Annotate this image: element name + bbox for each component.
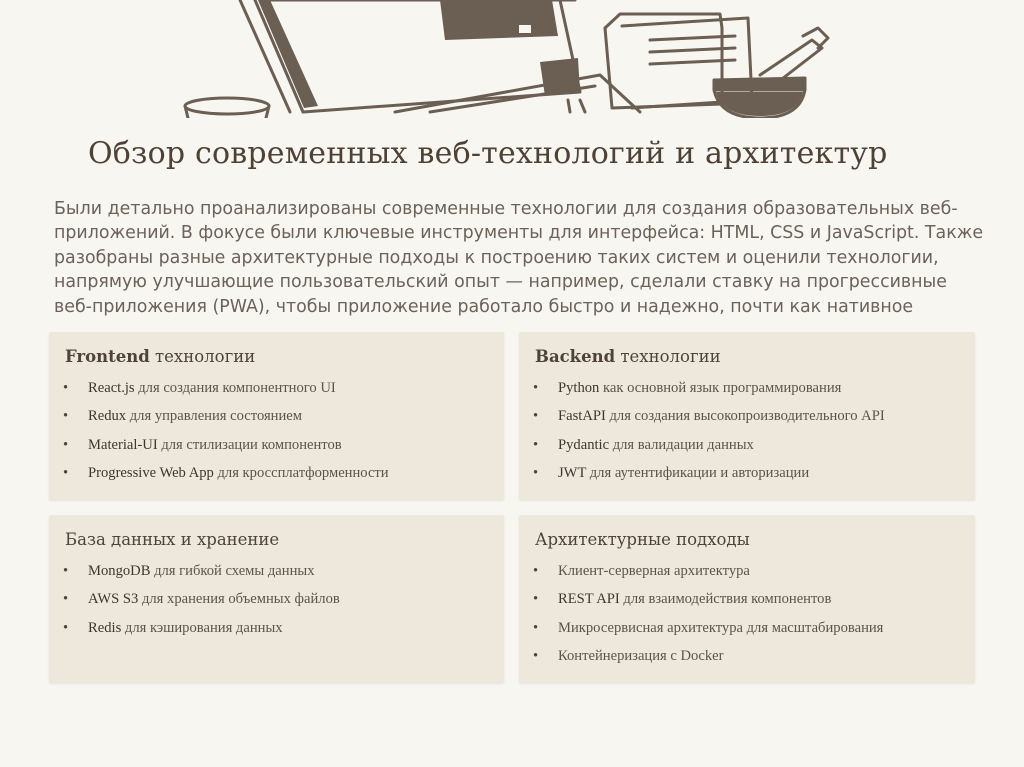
list-item: • MongoDB для гибкой схемы данных: [63, 563, 315, 579]
architecture-card: [519, 515, 975, 683]
desk-illustration: [0, 0, 1024, 118]
list-item: • REST API для взаимодействия компонентов: [533, 591, 832, 608]
bullet-dot-icon: •: [533, 380, 539, 396]
bullet-dot-icon: •: [533, 647, 539, 664]
card-list: [63, 561, 340, 646]
bullet-dot-icon: •: [63, 563, 69, 579]
card-list: [63, 378, 389, 491]
bullet-dot-icon: •: [63, 619, 69, 636]
list-item: • Pydantic для валидации данных: [533, 436, 754, 453]
intro-paragraph: Были детально проанализированы современные технологии для создания образовательных веб-приложений. В фокусе были ключевые инструменты для интерфейса: HTML, CSS и JavaScript. Также разобраны разные архитектурные подходы к построению таких систем и оценили технологии, напрямую улучшающие пользовательский опыт — например, сделали ставку на прогрессивные веб-приложения (PWA), чтобы приложение работало быстро и надежно, почти как нативное: [54, 199, 984, 317]
backend-card: [519, 332, 975, 500]
bullet-dot-icon: •: [63, 464, 69, 481]
bullet-dot-icon: •: [63, 436, 69, 453]
list-item: • React.js для создания компонентного UI: [63, 380, 336, 396]
list-item: • Клиент-серверная архитектура: [533, 563, 750, 579]
bullet-dot-icon: •: [533, 619, 539, 636]
card-title: Backend технологии: [535, 347, 721, 366]
list-item: • Контейнеризация с Docker: [533, 647, 724, 664]
card-title: Frontend технологии: [65, 347, 256, 366]
list-item: • AWS S3 для хранения объемных файлов: [63, 591, 340, 608]
card-list: [533, 561, 883, 674]
bullet-dot-icon: •: [63, 591, 69, 608]
bullet-dot-icon: •: [63, 408, 69, 425]
bullet-dot-icon: •: [533, 464, 539, 481]
card-title: Архитектурные подходы: [535, 530, 750, 549]
list-item: • Redis для кэширования данных: [63, 619, 283, 636]
list-item: • Микросервисная архитектура для масштабирования: [533, 619, 884, 636]
frontend-card: [49, 332, 504, 500]
list-item: • JWT для аутентификации и авторизации: [533, 464, 810, 481]
list-item: • Redux для управления состоянием: [63, 408, 303, 425]
bullet-dot-icon: •: [533, 436, 539, 453]
database-card: [49, 515, 504, 683]
bullet-dot-icon: •: [63, 380, 69, 396]
list-item: • Material-UI для стилизации компонентов: [63, 436, 342, 453]
card-list: [533, 378, 885, 491]
page-title: Обзор современных веб-технологий и архитектур: [88, 136, 888, 171]
bullet-dot-icon: •: [533, 563, 539, 579]
list-item: • Progressive Web App для кроссплатформенности: [63, 464, 389, 481]
bullet-dot-icon: •: [533, 408, 539, 425]
list-item: • Python как основной язык программирования: [533, 380, 842, 396]
bullet-dot-icon: •: [533, 591, 539, 608]
card-title: База данных и хранение: [65, 530, 280, 549]
list-item: • FastAPI для создания высокопроизводительного API: [533, 408, 885, 425]
